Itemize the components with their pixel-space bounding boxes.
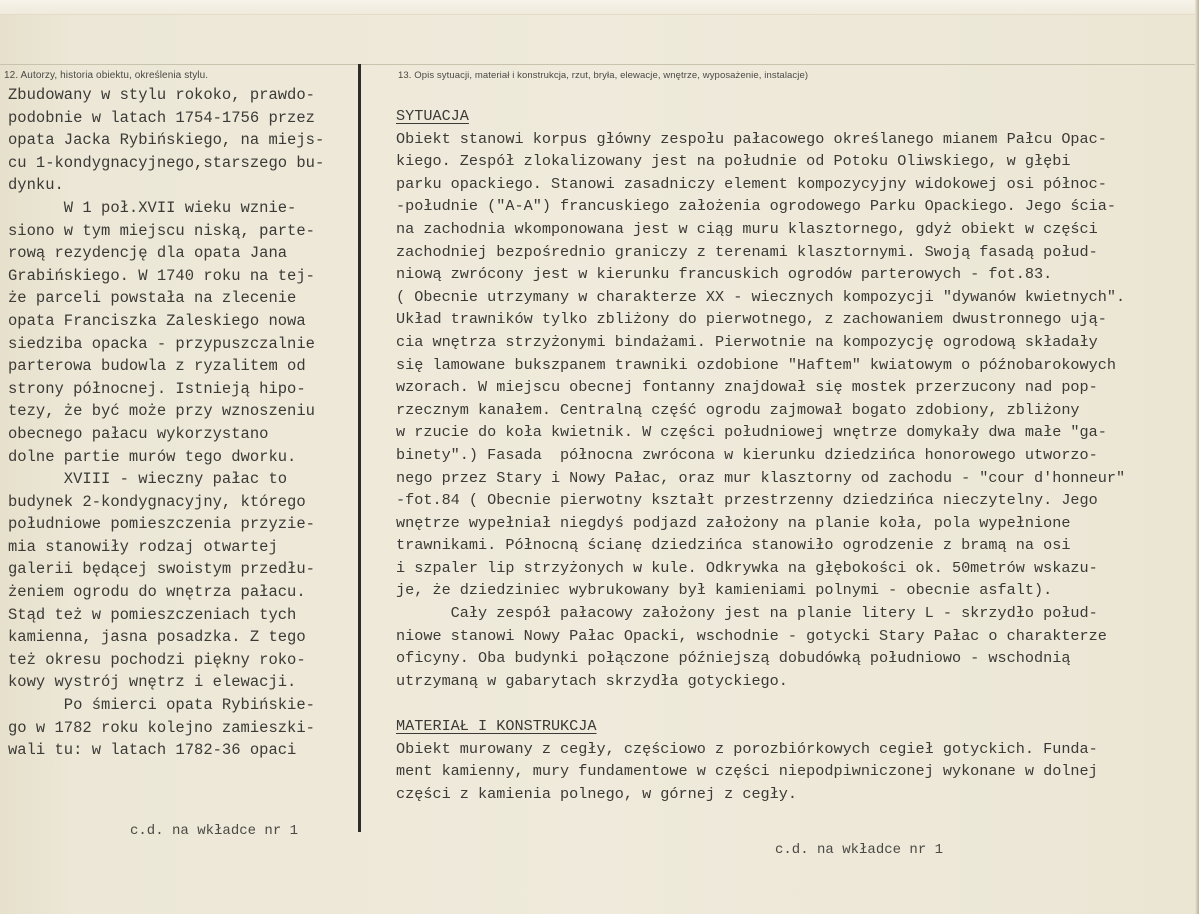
text-line: też okresu pochodzi piękny roko- — [8, 650, 306, 669]
text-line: je, że dziedziniec wybrukowany był kamieniami polnymi - obecnie asfalt). — [396, 581, 1053, 600]
text-line — [396, 692, 1196, 715]
text-line: że parceli powstała na zlecenie — [8, 289, 297, 308]
text-line: wali tu: w latach 1782-36 opaci — [8, 741, 297, 760]
text-line: cu 1-kondygnacyjnego,starszego bu- — [8, 153, 325, 172]
text-line: podobnie w latach 1754-1756 przez — [8, 108, 315, 127]
text-line: parku opackiego. Stanowi zasadniczy element kompozycyjny widokowej osi północ- — [396, 174, 1107, 193]
form-top-rule — [0, 64, 1199, 65]
text-line: trawnikami. Północną ścianę dziedzińca stanowiło ogrodzenie z bramą na osi — [396, 536, 1071, 555]
text-line: go w 1782 roku kolejno zamieszki- — [8, 718, 315, 737]
text-line: Zbudowany w stylu rokoko, prawdo- — [8, 86, 315, 104]
text-line: Układ trawników tylko zbliżony do pierwotnego, z zachowaniem dwustronnego ują- — [396, 310, 1107, 329]
text-line: mia stanowiły rodzaj otwartej — [8, 537, 278, 556]
text-line: kamienna, jasna posadzka. Z tego — [8, 628, 306, 647]
text-line: części z kamienia polnego, w górnej z cegły. — [396, 784, 798, 803]
text-line: niową zwrócony jest w kierunku francuskich ogrodów parterowych - fot.83. — [396, 265, 1053, 284]
text-line: rzecznym kanałem. Centralną część ogrodu zajmował bogato zdobiony, zbliżony — [396, 400, 1080, 419]
text-line: na zachodnia wkomponowana jest w ciąg muru klasztornego, gdyż obiekt w części — [396, 219, 1098, 238]
text-line: Obiekt murowany z cegły, częściowo z porozbiórkowych cegieł gotyckich. Funda- — [396, 739, 1098, 758]
text-line: kiego. Zespół zlokalizowany jest na południe od Potoku Oliwskiego, w głębi — [396, 152, 1071, 171]
text-line: wzorach. W miejscu obecnej fontanny znajdował się mostek przerzucony nad pop- — [396, 378, 1098, 397]
text-line: cia wnętrza strzyżonymi bindażami. Pierwotnie na kompozycję ogrodową składały — [396, 332, 1098, 351]
text-line: opata Jacka Rybińskiego, na miejs- — [8, 131, 325, 150]
text-line: nego przez Stary i Nowy Pałac, oraz mur klasztorny od zachodu - "cour d'honneur" — [396, 468, 1126, 487]
text-line: W 1 poł.XVII wieku wznie- — [8, 198, 297, 217]
text-line: -fot.84 ( Obecnie pierwotny kształt przestrzenny dziedzińca nieczytelny. Jego — [396, 491, 1098, 510]
section-12-header: 12. Autorzy, historia obiektu, określenia stylu. — [4, 70, 209, 81]
text-line: w rzucie do koła kwietnik. W części południowej wnętrze domykały dwa małe "ga- — [396, 423, 1107, 442]
text-line: Grabińskiego. W 1740 roku na tej- — [8, 266, 315, 285]
paper-fold — [0, 0, 1199, 15]
text-line: -południe ("A-A") francuskiego założenia ogrodowego Parku Opackiego. Jego ścia- — [396, 197, 1117, 216]
text-line: siedziba opacka - przypuszczalnie — [8, 334, 315, 353]
text-line: siono w tym miejscu niską, parte- — [8, 221, 315, 240]
text-line: Cały zespół pałacowy założony jest na planie litery L - skrzydło połud- — [396, 604, 1098, 623]
text-line: rową rezydencję dla opata Jana — [8, 244, 288, 263]
text-line: kowy wystrój wnętrz i elewacji. — [8, 673, 297, 692]
text-line: budynek 2-kondygnacyjny, którego — [8, 492, 306, 511]
text-line: obecnego pałacu wykorzystano — [8, 424, 269, 443]
history-column — [8, 84, 360, 762]
section-13-header: 13. Opis sytuacji, materiał i konstrukcja, rzut, bryła, elewacje, wnętrze, wyposażenie, instalacje) — [398, 70, 809, 81]
text-line: południowe pomieszczenia przyzie- — [8, 515, 315, 534]
continued-note-right: c.d. na wkładce nr 1 — [775, 842, 944, 858]
text-line: galerii będącej swoistym przedłu- — [8, 560, 315, 579]
text-line: ment kamienny, mury fundamentowe w części niepodpiwniczonej wykonane w dolnej — [396, 762, 1098, 781]
text-line: XVIII - wieczny pałac to — [8, 470, 288, 489]
text-line: binety".) Fasada północna zwrócona w kierunku dziedzińca honorowego utworzo- — [396, 445, 1098, 464]
text-line: niowe stanowi Nowy Pałac Opacki, wschodnie - gotycki Stary Pałac o charakterze — [396, 626, 1107, 645]
text-line: opata Franciszka Zaleskiego nowa — [8, 311, 306, 330]
text-line: Stąd też w pomieszczeniach tych — [8, 605, 297, 624]
text-line: Obiekt stanowi korpus główny zespołu pałacowego określanego mianem Pałcu Opac- — [396, 129, 1107, 148]
text-line: dolne partie murów tego dworku. — [8, 447, 297, 466]
text-line: utrzymaną w gabarytach skrzydła gotyckiego. — [396, 671, 788, 690]
text-line: zachodniej bezpośrednio graniczy z terenami klasztornymi. Swoją fasadą połud- — [396, 242, 1098, 261]
section-heading: SYTUACJA — [396, 107, 469, 125]
text-line: żeniem ogrodu do wnętrza pałacu. — [8, 583, 306, 602]
text-line: tezy, że być może przy wznoszeniu — [8, 402, 315, 421]
text-line: i szpaler lip strzyżonych w kule. Odkrywka na głębokości ok. 50metrów wskazu- — [396, 558, 1098, 577]
description-column — [396, 105, 1196, 805]
text-line: się lamowane bukszpanem trawniki ozdobione "Haftem" kwiatowym o późnobarokowych — [396, 355, 1117, 374]
text-line: parterowa budowla z ryzalitem od — [8, 357, 306, 376]
text-line: strony północnej. Istnieją hipo- — [8, 379, 306, 398]
text-line: oficyny. Oba budynki połączone późniejszą dobudówką południowo - wschodnią — [396, 649, 1071, 668]
section-heading: MATERIAŁ I KONSTRUKCJA — [396, 717, 597, 736]
continued-note-left: c.d. na wkładce nr 1 — [130, 823, 299, 839]
text-line: Po śmierci opata Rybińskie- — [8, 696, 315, 715]
text-line: wnętrze wypełniał niegdyś podjazd założony na planie koła, pola wypełnione — [396, 513, 1071, 532]
text-line: dynku. — [8, 176, 64, 195]
text-line: ( Obecnie utrzymany w charakterze XX - wiecznych kompozycji "dywanów kwietnych". — [396, 287, 1126, 306]
